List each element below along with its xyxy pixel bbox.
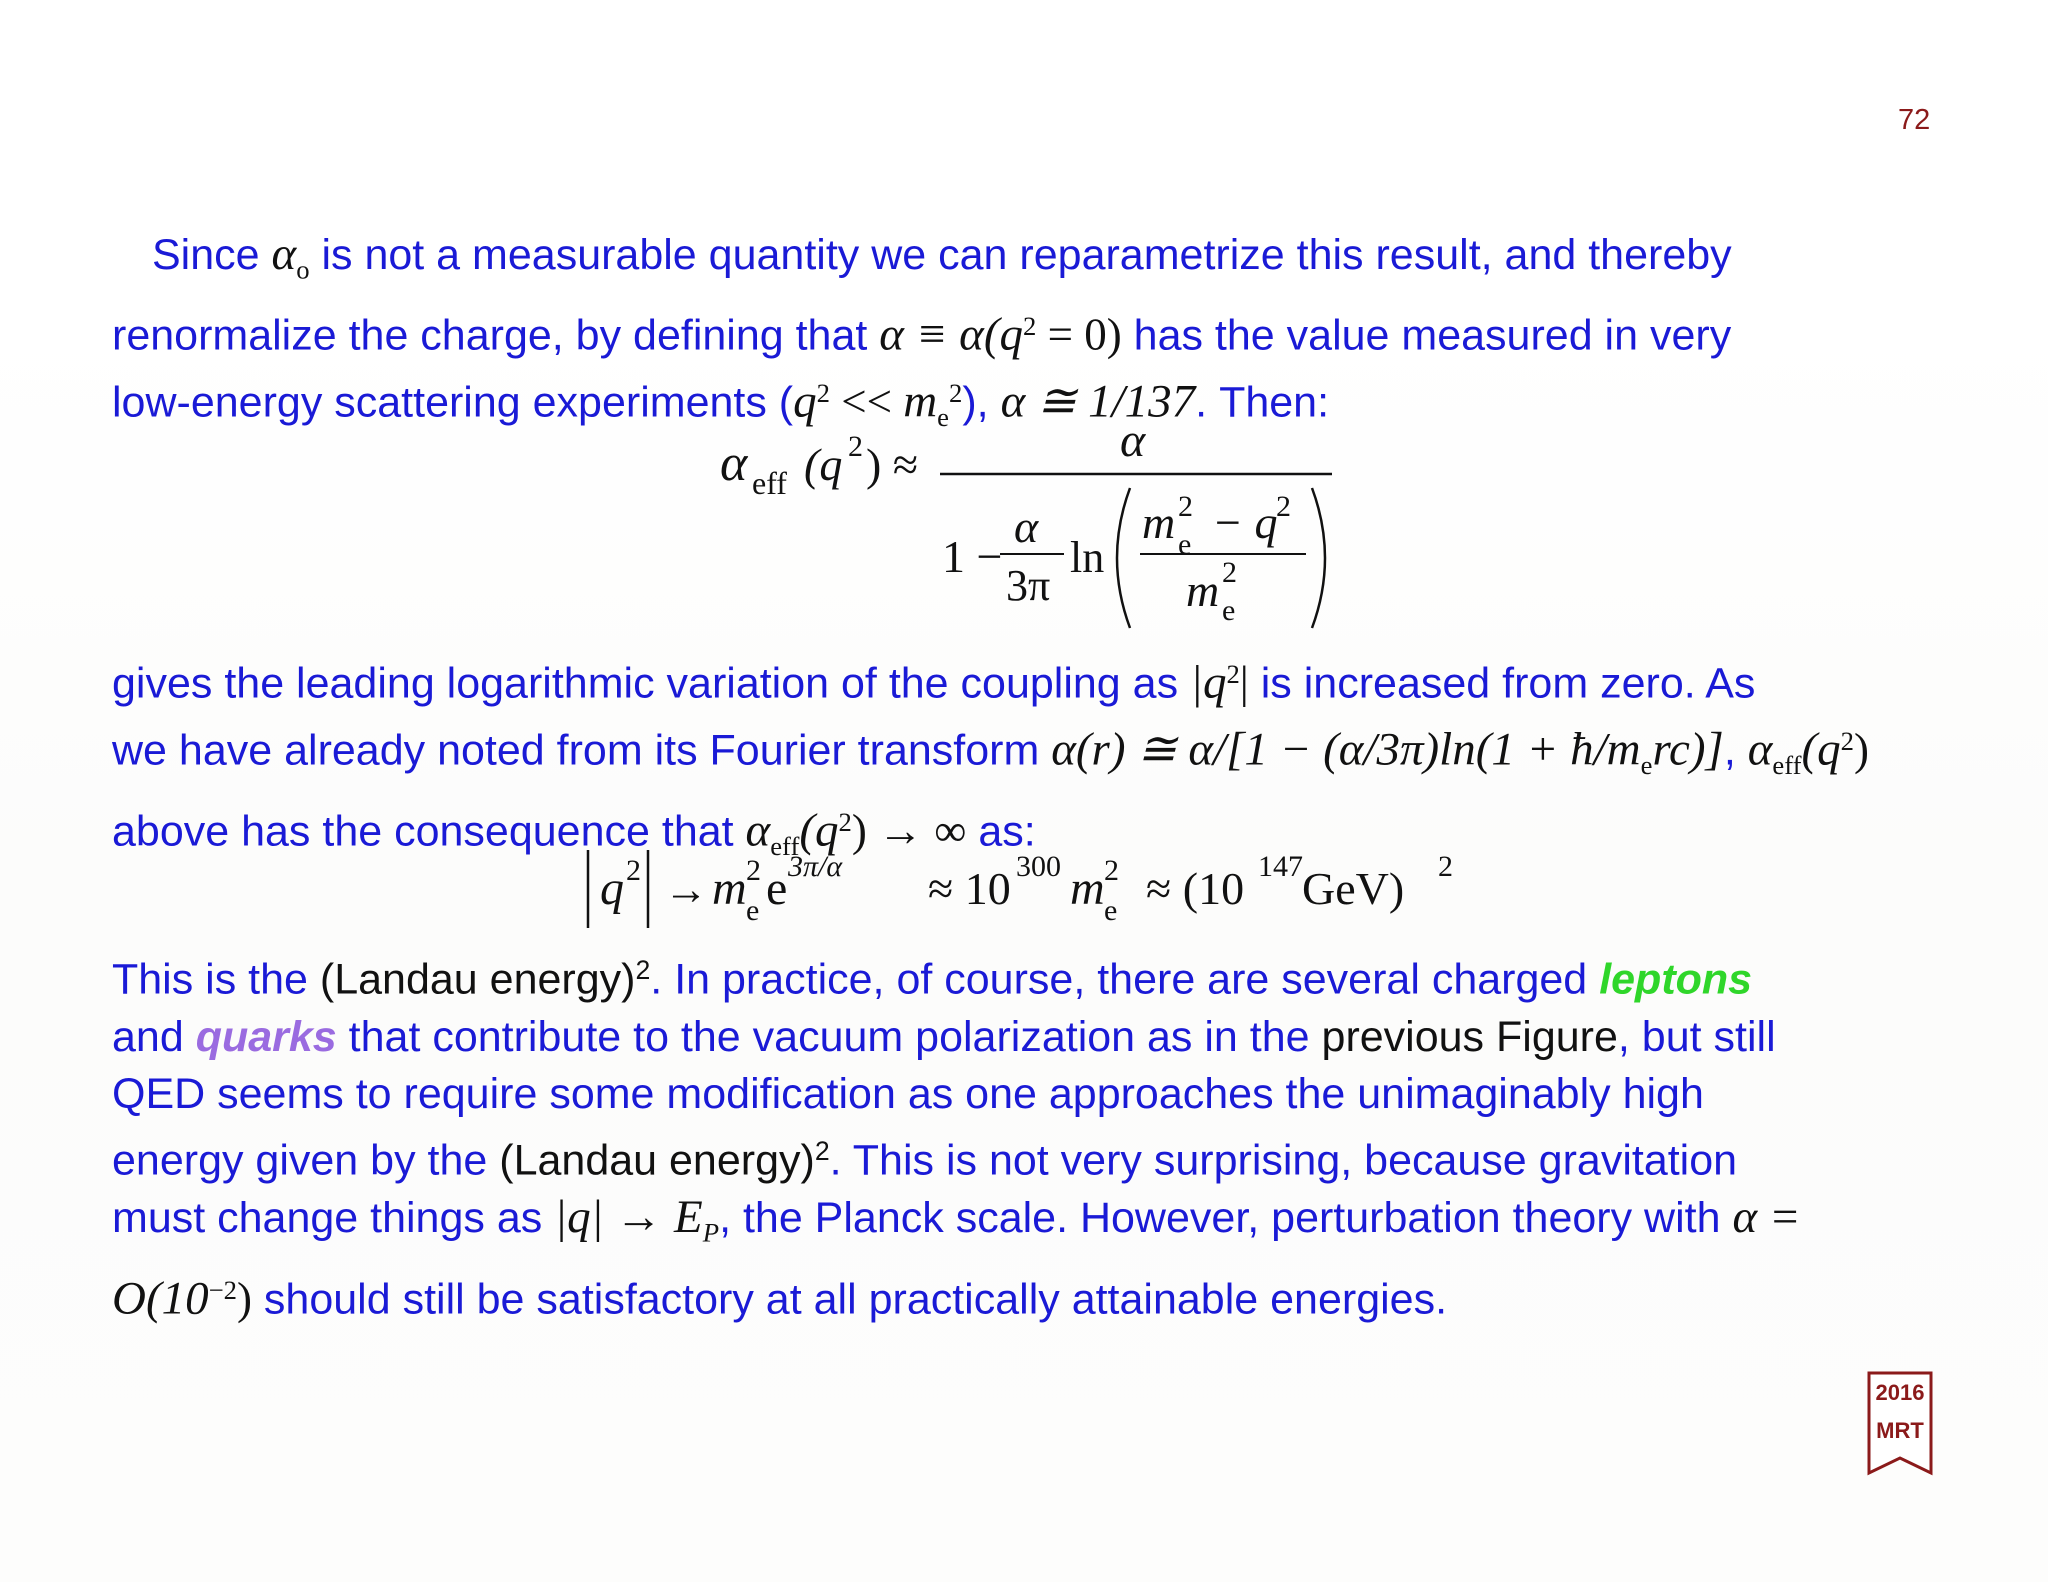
svg-text:2: 2 — [1178, 490, 1193, 523]
svg-text:m: m — [1070, 862, 1105, 915]
landau-energy-term: (Landau energy) — [319, 955, 636, 1004]
right-paren — [1312, 488, 1325, 628]
svg-text:2: 2 — [1276, 490, 1291, 523]
svg-text:α: α — [720, 435, 748, 492]
alpha-definition: α ≡ α(q — [879, 308, 1023, 361]
svg-text:m: m — [712, 862, 747, 915]
paragraph-landau: This is the (Landau energy)$^2$. In practice, of course, there are several charged leptons and quarks that contribute to the vacuum polarization as in the previous Figure, but still QED seems to require some modification as one approaches the unimaginably high energy given by the (Landau energy)$^2$. This is not very surprising, because gravitation must change things as $|q| \to E_P$, the Planck scale. However, perturbation theory with α = $O(10^{-2})$ should still be satisfactory at all practically attainable energies. — [112, 955, 1801, 1325]
equation-alpha-eff — [700, 420, 1380, 640]
svg-text:2: 2 — [1222, 556, 1237, 589]
svg-text:GeV): GeV) — [1302, 863, 1405, 914]
paragraph-intro: Since $\alpha_o$ is not a measurable quantity we can reparametrize this result, and thereby renormalize the charge, by defining that $\alpha \equiv \alpha(q^2 = 0)$ has the value measured in very low-energy scattering experiments $(q^2 << m_e^2)$, α ≅ 1/137. Then: — [112, 228, 1732, 432]
svg-text:e: e — [746, 894, 760, 927]
leptons-term: leptons — [1599, 955, 1753, 1004]
fourier-transform-formula: α(r) ≅ α/[1 − (α/3π)ln(1 + ħ/m — [1051, 723, 1641, 776]
svg-text:147: 147 — [1258, 850, 1303, 883]
alpha-symbol: α — [271, 228, 297, 280]
previous-figure-reference: previous Figure — [1321, 1012, 1618, 1061]
paragraph-logarithmic: gives the leading logarithmic variation of the coupling as $|q^2|$ is increased from zero. As we have already noted from its Fourier transform α(r) ≅ $\alpha/[1 - (\alpha/3\pi)\ln(1 + ħ/m_erc)]$, $\alpha_{eff}(q^2)$ above has the consequence that $\alpha_{eff}(q^2)$ → ∞ as: — [112, 656, 1869, 861]
svg-text:ln: ln — [1070, 533, 1105, 582]
svg-text:≈ (10: ≈ (10 — [1146, 863, 1245, 914]
alpha-value: α ≅ 1/137 — [1000, 375, 1196, 428]
svg-text:2: 2 — [626, 854, 641, 887]
svg-text:− q: − q — [1212, 497, 1278, 548]
left-paren — [1117, 488, 1130, 628]
svg-text:α: α — [1120, 420, 1146, 467]
svg-text:→: → — [664, 865, 708, 914]
badge-initials: MRT — [1876, 1418, 1924, 1443]
page-number: 72 — [1898, 104, 1931, 136]
mrt-2016-badge — [1866, 1370, 1934, 1476]
svg-text:1 −: 1 − — [942, 531, 1003, 582]
svg-text:) ≈: ) ≈ — [866, 439, 919, 490]
badge-year: 2016 — [1875, 1380, 1925, 1405]
svg-text:m: m — [1142, 497, 1176, 548]
svg-text:2: 2 — [1104, 854, 1119, 887]
svg-text:e: e — [1178, 528, 1192, 561]
svg-text:3π: 3π — [1006, 561, 1051, 610]
quarks-term: quarks — [195, 1012, 337, 1061]
svg-text:2: 2 — [848, 430, 863, 463]
svg-text:α: α — [1014, 501, 1039, 552]
equation-landau-energy — [580, 840, 1460, 950]
svg-text:eff: eff — [752, 465, 787, 501]
svg-text:300: 300 — [1016, 850, 1061, 883]
svg-text:e: e — [1222, 594, 1236, 627]
svg-text:m: m — [1186, 565, 1220, 616]
svg-text:2: 2 — [1438, 850, 1453, 883]
svg-text:3π/α: 3π/α — [788, 850, 843, 883]
svg-text:e: e — [766, 862, 788, 915]
svg-text:2: 2 — [746, 854, 761, 887]
svg-text:(q: (q — [804, 439, 843, 490]
svg-text:≈ 10: ≈ 10 — [928, 863, 1011, 914]
svg-text:q: q — [600, 862, 624, 915]
svg-text:e: e — [1104, 894, 1118, 927]
